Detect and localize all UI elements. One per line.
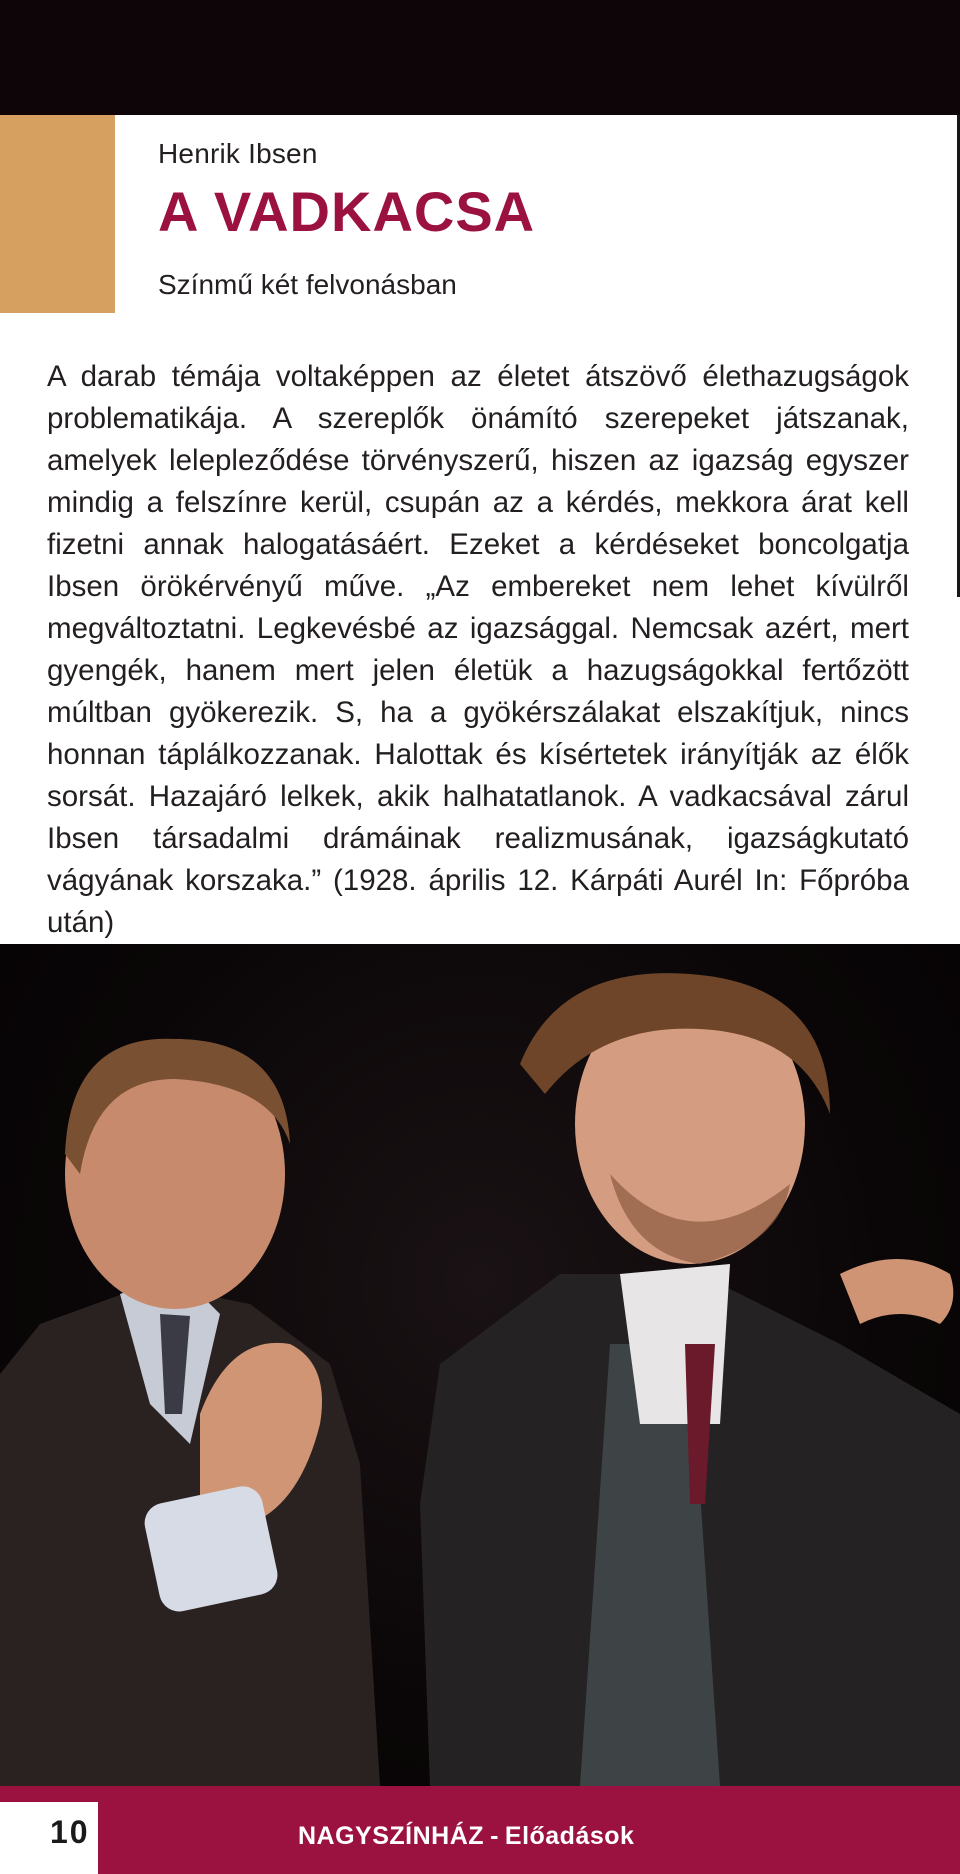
top-band — [0, 0, 960, 115]
footer-caption — [298, 1822, 634, 1851]
production-photo — [0, 944, 960, 1786]
synopsis-paragraph: A darab témája voltaképpen az életet átszövő élethazugságok problematikája. A szereplők önámító szerepeket játszanak, amelyek lelepleződése törvényszerű, hiszen az igazság egyszer mindig a felszínre kerül, csupán az a kérdés, mekkora árat kell fizetni annak halogatásáért. Ezeket a kérdéseket boncolgatja Ibsen örökérvényű műve. „Az embereket nem lehet kívülről megváltoztatni. Legkevésbé az igazsággal. Nemcsak azért, mert gyengék, hanem mert jelen életük a hazugságokkal fertőzött múltban gyökerezik. S, ha a gyökérszálakat elszakítjuk, nincs honnan táplálkozzanak. Halottak és kísértetek irányítják az élők sorsát. Hazajáró lelkek, akik halhatatlanok. A vadkacsával zárul Ibsen társadalmi drámáinak realizmusának, igazságkutató vágyának korszaka.” (1928. április 12. Kárpáti Aurél In: Főpróba után) — [47, 360, 909, 939]
author-name: Henrik Ibsen — [158, 138, 318, 169]
hand-on-shoulder — [840, 1259, 953, 1324]
page-number: 10 — [50, 1814, 90, 1850]
accent-block — [0, 115, 115, 313]
footer-separator: - — [490, 1822, 499, 1850]
footer-section: Előadások — [504, 1822, 635, 1850]
footer-venue: NAGYSZÍNHÁZ — [298, 1822, 485, 1850]
play-subtitle: Színmű két felvonásban — [158, 269, 457, 300]
play-title: A VADKACSA — [158, 180, 536, 243]
